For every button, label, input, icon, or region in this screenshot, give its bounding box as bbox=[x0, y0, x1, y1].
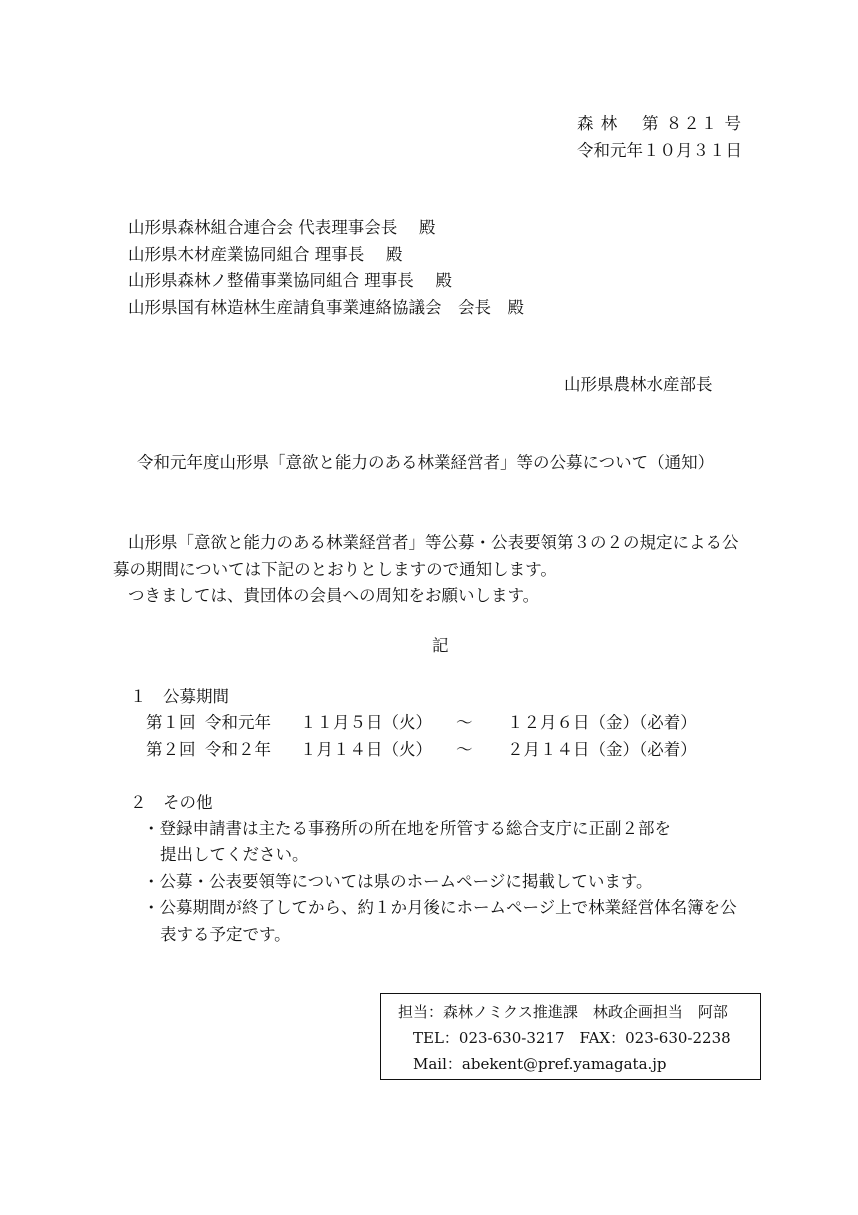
subject: 令和元年度山形県「意欲と能力のある林業経営者」等の公募について（通知） bbox=[137, 453, 715, 472]
document-number: 森 林 第 ８２１ 号 bbox=[577, 114, 742, 133]
period-end: １２月６日（金）（必着） bbox=[507, 713, 697, 732]
body-line-1: 山形県「意欲と能力のある林業経営者」等公募・公表要領第３の２の規定による公 bbox=[128, 533, 739, 552]
round-year: 令和２年 bbox=[205, 740, 271, 759]
tilde: ～ bbox=[456, 740, 473, 759]
body-line-2: 募の期間については下記のとおりとしますので通知します。 bbox=[113, 560, 557, 579]
contact-person: 担当：森林ノミクス推進課 林政企画担当 阿部 bbox=[398, 1003, 728, 1021]
contact-phone-fax: TEL：023-630-3217 FAX：023-630-2238 bbox=[413, 1029, 731, 1047]
note-bullet-1b: 提出してください。 bbox=[160, 845, 309, 864]
section-1-heading: １ 公募期間 bbox=[130, 687, 229, 706]
period-start: １月１４日（火） bbox=[300, 740, 432, 759]
tilde: ～ bbox=[456, 713, 473, 732]
contact-mail: Mail：abekent@pref.yamagata.jp bbox=[413, 1055, 667, 1073]
ki-heading: 記 bbox=[432, 636, 449, 655]
addressee-4: 山形県国有林造林生産請負事業連絡協議会 会長 殿 bbox=[128, 298, 524, 317]
section-2-heading: ２ その他 bbox=[130, 793, 213, 812]
sender: 山形県農林水産部長 bbox=[564, 375, 713, 394]
period-end: ２月１４日（金）（必着） bbox=[507, 740, 697, 759]
addressee-3: 山形県森林ノ整備事業協同組合 理事長 殿 bbox=[128, 271, 452, 290]
note-bullet-1a: ・登録申請書は主たる事務所の所在地を所管する総合支庁に正副２部を bbox=[143, 819, 671, 838]
addressee-1: 山形県森林組合連合会 代表理事会長 殿 bbox=[128, 218, 436, 237]
round-label: 第２回 bbox=[146, 740, 196, 759]
contact-box bbox=[380, 993, 761, 1080]
round-label: 第１回 bbox=[146, 713, 196, 732]
period-start: １１月５日（火） bbox=[300, 713, 432, 732]
body-line-3: つきましては、貴団体の会員への周知をお願いします。 bbox=[128, 586, 540, 605]
note-bullet-3a: ・公募期間が終了してから、約１か月後にホームページ上で林業経営体名簿を公 bbox=[143, 898, 737, 917]
round-year: 令和元年 bbox=[205, 713, 271, 732]
note-bullet-2: ・公募・公表要領等については県のホームページに掲載しています。 bbox=[143, 872, 653, 891]
document-date: 令和元年１０月３１日 bbox=[577, 141, 742, 160]
addressee-2: 山形県木材産業協同組合 理事長 殿 bbox=[128, 245, 403, 264]
note-bullet-3b: 表する予定です。 bbox=[160, 925, 291, 944]
